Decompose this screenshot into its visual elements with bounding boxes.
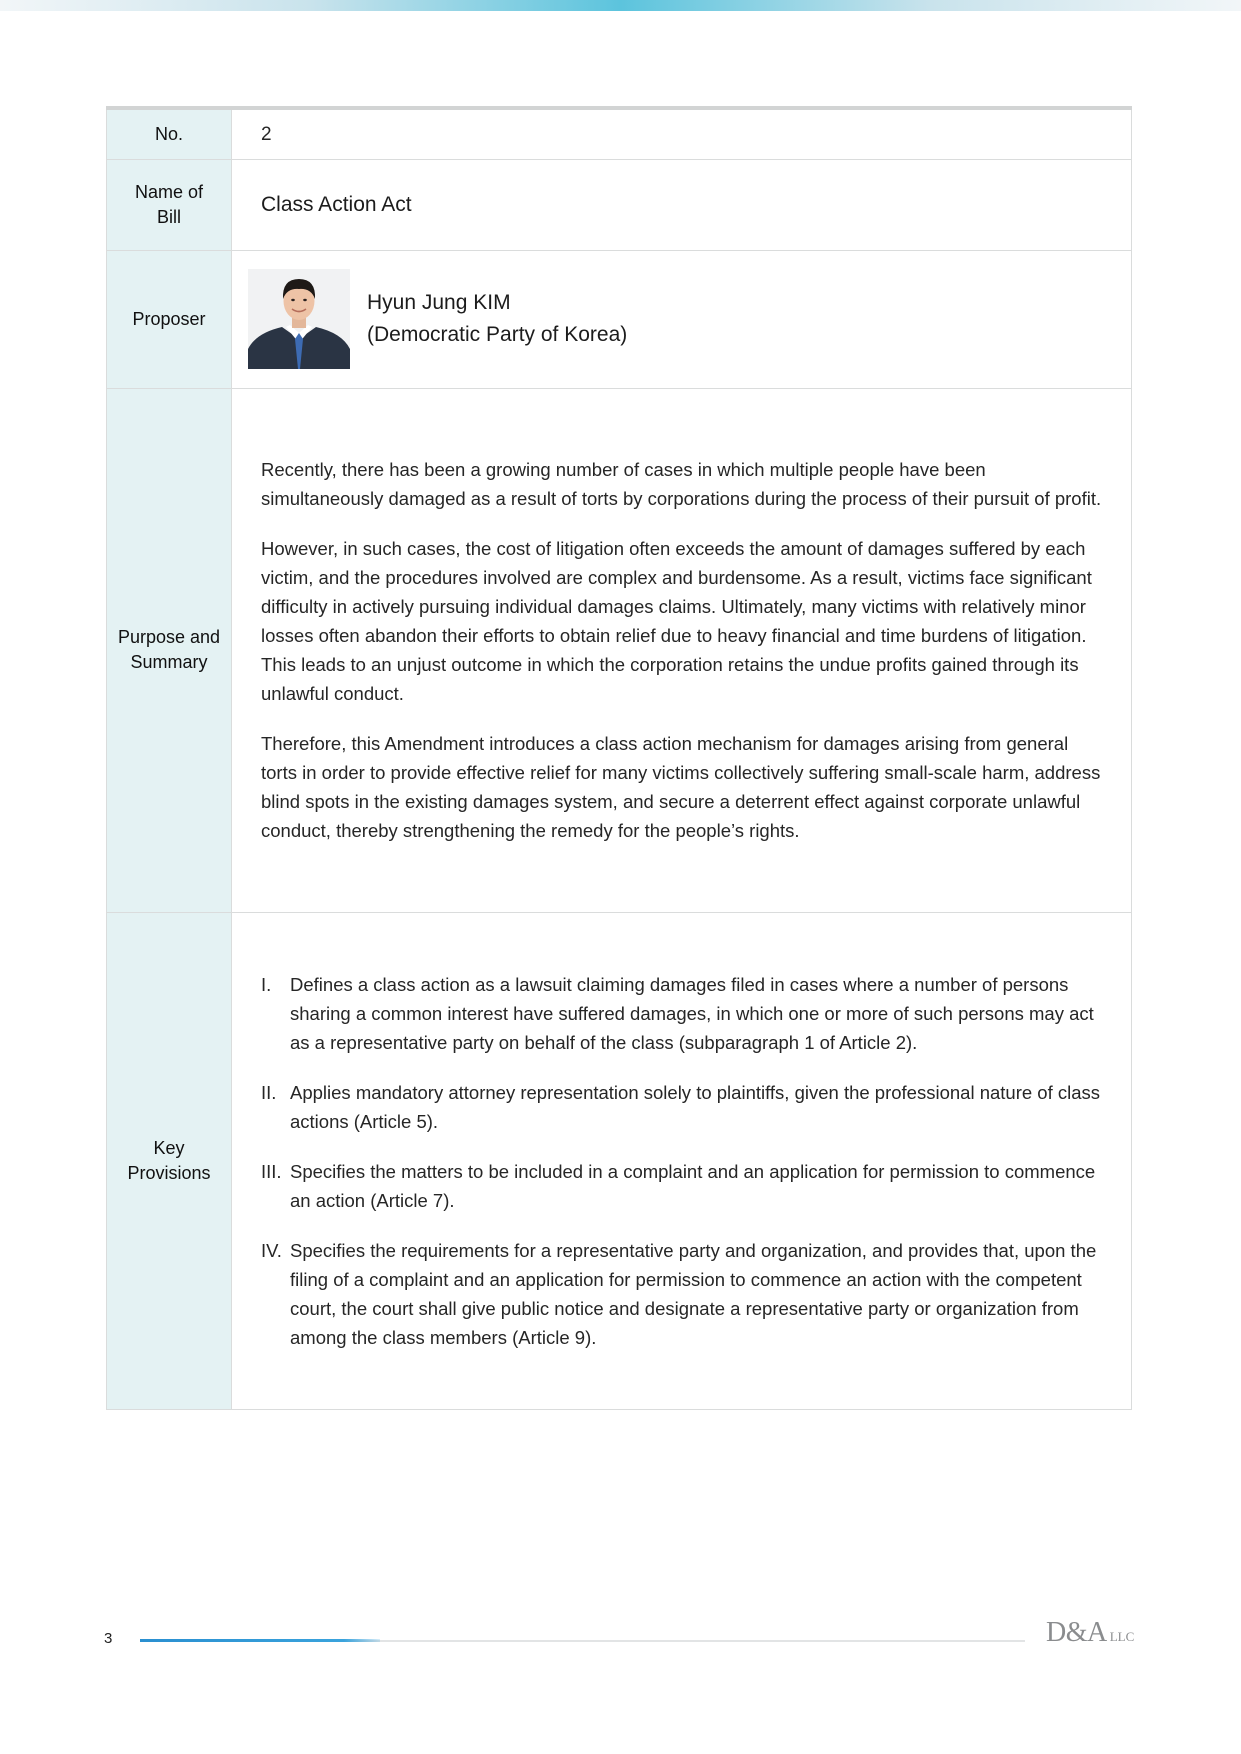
label-purpose-and-summary [107, 388, 232, 912]
provision-number: II. [261, 1081, 277, 1103]
label-purpose-line1: Purpose and [117, 627, 221, 647]
list-item [261, 1078, 1107, 1136]
proposer-info [248, 269, 1107, 369]
provision-text: Specifies the matters to be included in a complaint and an application for permission to commence an action (Article 7). [290, 1160, 1096, 1211]
row-key-provisions [107, 912, 1132, 1409]
provisions-list [261, 970, 1107, 1352]
row-name-of-bill [107, 159, 1132, 250]
label-no: No. [107, 108, 232, 159]
value-no: 2 [232, 108, 1132, 159]
row-proposer [107, 250, 1132, 388]
list-item [261, 970, 1107, 1057]
label-key-line2: Provisions [127, 1162, 211, 1183]
proposer-name: Hyun Jung KIM [367, 291, 511, 314]
provision-text: Applies mandatory attorney representation solely to plaintiffs, given the professional nature of class actions (Article 5). [290, 1081, 1101, 1132]
page-number: 3 [104, 1630, 113, 1647]
proposer-photo [248, 269, 350, 369]
firm-logo [1046, 1617, 1134, 1649]
provision-text: Specifies the requirements for a representative party and organization, and provides that, upon the filing of a complaint and an application for permission to commence an action with the competent court, the court shall give public notice and designate a representative party or organization from among the class members (Article 9). [290, 1239, 1097, 1348]
key-provisions-content [232, 912, 1132, 1409]
footer-divider-accent [140, 1639, 380, 1642]
logo-main-text: D&A [1046, 1617, 1107, 1648]
row-purpose-and-summary [107, 388, 1132, 912]
logo-sub-text: LLC [1109, 1629, 1135, 1644]
label-key-line1: Key [153, 1137, 185, 1158]
label-name-line1: Name of [134, 181, 204, 202]
label-purpose-line2: Summary [130, 652, 208, 672]
purpose-paragraph: However, in such cases, the cost of litigation often exceeds the amount of damages suffered by each victim, and the procedures involved are complex and burdensome. As a result, victims face significant difficulty in actively pursuing individual damages claims. Ultimately, many victims with relatively minor losses often abandon their efforts to obtain relief due to heavy financial and time burdens of litigation. This leads to an unjust outcome in which the corporation retains the undue profits gained through its unlawful conduct. [261, 538, 1092, 704]
provision-number: III. [261, 1160, 282, 1182]
purpose-paragraph: Therefore, this Amendment introduces a class action mechanism for damages arising from general torts in order to provide effective relief for many victims collectively suffering small-scale harm, address blind spots in the existing damages system, and secure a deterrent effect against corporate unlawful conduct, thereby strengthening the remedy for the people’s rights. [261, 733, 1101, 841]
proposer-party: (Democratic Party of Korea) [367, 323, 628, 346]
proposer-cell [232, 250, 1132, 388]
provision-number: I. [261, 973, 272, 995]
label-name-of-bill [107, 159, 232, 250]
provision-text: Defines a class action as a lawsuit claiming damages filed in cases where a number of persons sharing a common interest have suffered damages, in which one or more of such persons may act as a representative party on behalf of the class (subparagraph 1 of Article 2). [290, 973, 1094, 1053]
provision-number: IV. [261, 1239, 282, 1261]
list-item [261, 1157, 1107, 1215]
purpose-paragraph: Recently, there has been a growing number of cases in which multiple people have been simultaneously damaged as a result of torts by corporations during the process of their pursuit of profit. [261, 459, 1102, 509]
bill-summary-table [106, 106, 1132, 1410]
list-item [261, 1236, 1107, 1352]
proposer-text [367, 287, 627, 351]
label-name-line2: Bill [156, 206, 181, 227]
row-no [107, 108, 1132, 159]
top-gradient-band [0, 0, 1241, 11]
purpose-content [232, 388, 1132, 912]
label-proposer: Proposer [107, 250, 232, 388]
bill-name: Class Action Act [232, 159, 1132, 250]
label-key-provisions [107, 912, 232, 1409]
